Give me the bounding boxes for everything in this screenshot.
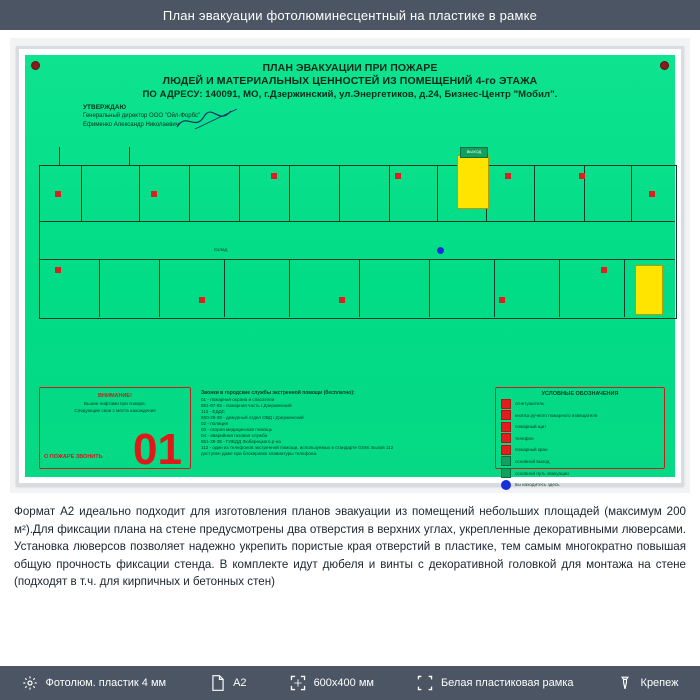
spec-mounting <box>617 675 679 692</box>
plan-frame <box>16 46 684 486</box>
emergency-number: 01 <box>133 424 182 474</box>
equipment-mark <box>55 191 61 197</box>
plan-heading-line1: ПЛАН ЭВАКУАЦИИ ПРИ ПОЖАРЕ <box>262 61 438 74</box>
legend-item <box>501 456 659 466</box>
phones-header: Звонки в городские службы экстренной помощи (бесплатно): <box>201 389 355 396</box>
stairwell-east-icon <box>635 265 663 315</box>
phone-row: 551-67-65 - пожарная часть г.Дзержинский <box>201 402 292 408</box>
phone-row: 01 - пожарная охрана и спасатели <box>201 396 275 402</box>
spec-format <box>209 675 246 692</box>
you-are-here-icon <box>437 247 444 254</box>
spec-format-label: А2 <box>233 677 247 689</box>
legend-label: огнетушитель <box>515 401 545 406</box>
spec-material <box>22 675 167 692</box>
phone-row: 112 - ЕДДС <box>201 408 226 414</box>
room-label-storage: Склад <box>214 246 228 252</box>
spec-footer <box>0 666 700 700</box>
fire-shield-icon <box>501 422 511 432</box>
legend-item <box>501 433 659 443</box>
plan-image-area <box>10 38 690 493</box>
spec-material-label: Фотолюм. пластик 4 мм <box>45 677 167 689</box>
expand-icon <box>290 675 307 692</box>
approval-director: Генеральный директор ООО "Ойл-Форбс" <box>83 112 201 119</box>
legend-header: УСЛОВНЫЕ ОБОЗНАЧЕНИЯ <box>541 390 619 397</box>
plan-heading-line2: ЛЮДЕЙ И МАТЕРИАЛЬНЫХ ЦЕННОСТЕЙ ИЗ ПОМЕЩЕНИЙ 4-го ЭТАЖА <box>162 74 538 87</box>
telephone-icon <box>501 433 511 443</box>
spec-frame <box>417 675 574 692</box>
spec-size-label: 600х400 мм <box>313 677 374 689</box>
spec-frame-label: Белая пластиковая рамка <box>440 677 574 689</box>
page-icon <box>209 675 226 692</box>
spec-mounting-label: Крепеж <box>640 677 679 689</box>
hydrant-icon <box>501 445 511 455</box>
legend-label: пожарный кран <box>515 447 548 453</box>
grommet-top-right-icon <box>660 61 669 70</box>
extinguisher-icon <box>501 399 511 409</box>
emergency-phones-panel <box>197 387 489 469</box>
gear-icon <box>22 675 39 692</box>
legend-item <box>501 468 659 478</box>
phone-row: 03 - скорая медицинская помощь <box>201 426 273 432</box>
legend-label: основной выход <box>515 458 550 464</box>
phone-row: 112 - один из телефонов экстренной помощи, используемых в стандарте GSM. Вызов 112 <box>201 444 394 450</box>
equipment-mark <box>505 173 511 179</box>
phone-row: 02 - полиция <box>201 420 229 426</box>
building-outline <box>39 165 677 319</box>
equipment-mark <box>271 173 277 179</box>
screw-icon <box>617 675 634 692</box>
legend-item <box>501 445 659 455</box>
exit-sign-north: ВЫХОД <box>460 147 488 158</box>
equipment-mark <box>55 267 61 273</box>
equipment-mark <box>199 297 205 303</box>
you-are-here-icon <box>501 480 511 490</box>
equipment-mark <box>395 173 401 179</box>
equipment-mark <box>499 297 505 303</box>
evacuation-plan-board <box>25 55 675 488</box>
phone-row: 550-25-38 - дежурный отдел ОВД г.Дзержинский <box>201 414 304 420</box>
legend-item <box>501 399 659 409</box>
equipment-mark <box>151 191 157 197</box>
plan-bottom-panels <box>39 387 665 488</box>
phone-row: доступен даже при блокировке клавиатуры телефона. <box>201 450 318 456</box>
legend-label: основной путь эвакуации <box>515 470 569 476</box>
page-title: План эвакуации фотолюминесцентный на пластике в рамке <box>162 7 538 23</box>
spec-size <box>290 675 374 692</box>
legend-label: телефон <box>515 435 534 441</box>
call-label: О ПОЖАРЕ ЗВОНИТЬ <box>44 453 103 460</box>
warning-text-1: Бьшие лифтами при пожаре, <box>84 400 146 406</box>
phone-row: 04 - аварийная газовая служба <box>201 432 268 438</box>
approval-label: УТВЕРЖДАЮ <box>83 103 127 111</box>
warning-text-2: Следующие свои с места нахождения <box>74 407 156 413</box>
route-icon <box>501 468 511 478</box>
legend-item <box>501 422 659 432</box>
fire-hose-icon <box>501 410 511 420</box>
legend-label: вы находитесь здесь <box>515 482 560 488</box>
frame-icon <box>417 675 434 692</box>
exit-icon <box>501 456 511 466</box>
equipment-mark <box>649 191 655 197</box>
page-title-bar <box>0 0 700 30</box>
warning-panel <box>39 387 191 474</box>
equipment-mark <box>339 297 345 303</box>
legend-label: пожарный щит <box>515 424 547 430</box>
legend-item <box>501 480 659 490</box>
legend-panel <box>495 387 665 488</box>
equipment-mark <box>579 173 585 179</box>
warning-title: ВНИМАНИЕ! <box>98 392 132 399</box>
signature-icon <box>175 107 245 133</box>
product-description: Формат А2 идеально подходит для изготовления планов эвакуации из помещений небольших площадей (максимум 200 м²).Для фиксации плана на стене предусмотрены два отверстия в верхних углах, укрепленные декоративными люверсами. Установка люверсов позволяет надежно укрепить пористые края отверстий в пластике, тем самым многократно повышая общую прочность фиксации стенда. В комплекте идут дюбеля и винты с декоративной головкой для монтажа на стене (подходят в т.ч. для кирпичных и бетонных стен) <box>14 505 686 588</box>
legend-item <box>501 410 659 420</box>
legend-label: кнопка ручного пожарного извещателя <box>515 412 598 418</box>
floor-drawing <box>39 147 665 357</box>
stairwell-north-icon <box>457 155 489 209</box>
phone-row: 551-39-35 - ГИБДД Люберецкого р-на <box>201 438 281 444</box>
approval-name: Ефименко Александр Николаевич <box>83 121 179 128</box>
plan-heading <box>25 62 675 101</box>
plan-heading-line3: ПО АДРЕСУ: 140091, МО, г.Дзержинский, ул.Энергетиков, д.24, Бизнес-Центр "Мобил". <box>142 88 558 100</box>
equipment-mark <box>601 267 607 273</box>
grommet-top-left-icon <box>31 61 40 70</box>
